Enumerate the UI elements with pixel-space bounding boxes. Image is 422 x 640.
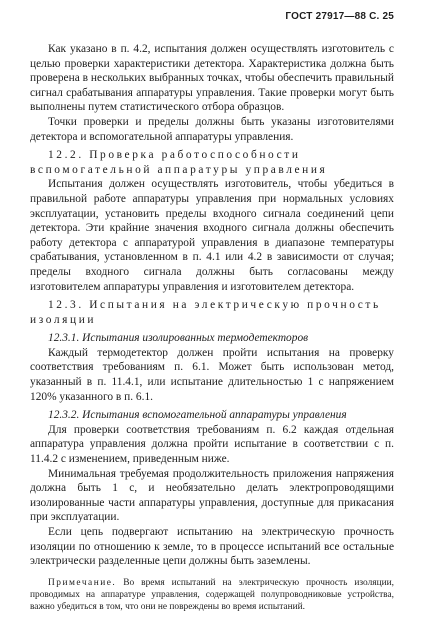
- note: [30, 577, 394, 613]
- paragraph-detector-tests: Каждый термодетектор должен пройти испытания на проверку соответствия требованиям п. 6.1. Может быть использован метод, указанный в п. 11.4.1, или испытание длительностью 1 с напряжением 120% указанного в п. 6.1.: [30, 346, 394, 403]
- paragraph-grounding: Если цепь подвергают испытанию на электрическую прочность изоляции по отношению к земле, то в процессе испытаний все остальные электрически разделенные цепи должны быть заземлены.: [30, 526, 394, 568]
- section-heading-12-3-2: 12.3.2. Испытания вспомогательной аппаратуры управления: [48, 409, 347, 422]
- paragraph-check-points: Точки проверки и пределы должны быть указаны изготовителями детектора и вспомогательной аппаратуры управления.: [30, 115, 394, 143]
- paragraph-min-duration: Минимальная требуемая продолжительность приложения напряжения должна быть 1 с, и необязательно делать электропроводящими изолированные части аппаратуры управления, доступные для прикасания при эксплуатации.: [30, 467, 394, 524]
- paragraph-intro: Как указано в п. 4.2, испытания должен осуществлять изготовитель с целью проверки характеристики детектора. Характеристика должна быть проверена в нескольких выбранных точках, чтобы обеспечить правильный сигнал срабатывания аппаратуры управления. Такие проверки могут быть выполнены путем статистического отбора образцов.: [30, 43, 394, 114]
- paragraph-operability: Испытания должен осуществлять изготовитель, чтобы убедиться в правильной работе аппаратуры управления при нормальных условиях эксплуатации, установить пределы входного сигнала соединений цепи детектора. Эти крайние значения входного сигнала должны обеспечить работу детектора с аппаратурой управления в диапазоне температуры срабатывания, установленном в п. 4.1 или 4.2 в зависимости от случая; пределы входного сигнала должны быть согласованы между изготовителем аппаратуры управления и изготовителем детектора.: [30, 178, 394, 293]
- document-body: [30, 42, 394, 613]
- section-heading-12-3: 12.3. Испытания на электрическую прочность изоляции: [30, 299, 381, 326]
- note-label: Примечание.: [48, 577, 117, 588]
- section-heading-12-3-1: 12.3.1. Испытания изолированных термодетекторов: [48, 332, 309, 345]
- section-heading-12-2: 12.2. Проверка работоспособности вспомогательной аппаратуры управления: [30, 149, 328, 176]
- note-text: Во время испытаний на электрическую прочность изоляции, проводимых на аппаратуре управления, содержащей полупроводниковые устройства, важно убедиться в том, что они не повреждены во время испытаний.: [30, 577, 395, 612]
- paragraph-control-compliance: Для проверки соответствия требованиям п. 6.2 каждая отдельная аппаратура управления должна пройти испытание в соответствии с п. 11.4.2 с изменением, приведенным ниже.: [30, 423, 394, 466]
- page-header: ГОСТ 27917—88 С. 25: [285, 11, 394, 22]
